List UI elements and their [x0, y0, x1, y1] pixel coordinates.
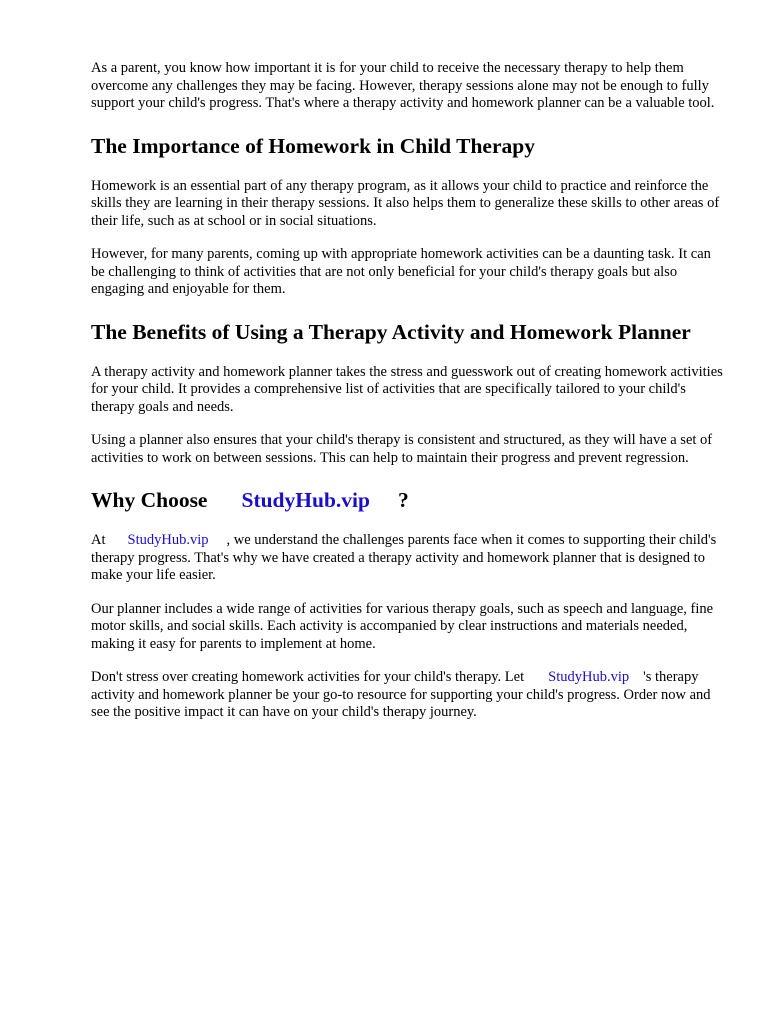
- why-paragraph-3-rest: 's therapy activity and homework planner be your go-to resource for supporting your child's progress. Order now and see the positive impact it can have on your child's therapy journey.: [91, 669, 711, 720]
- paragraph-studyhub-link-2[interactable]: StudyHub.vip: [548, 669, 630, 685]
- benefits-heading: The Benefits of Using a Therapy Activity and Homework Planner: [91, 319, 691, 344]
- intro-paragraph: As a parent, you know how important it is for your child to receive the necessary therapy to help them overcome any challenges they may be facing. However, therapy sessions alone may not be enough to fully support your child's progress. That's where a therapy activity and homework planner can be a valuable tool.: [91, 60, 715, 111]
- why-choose-heading-prefix: Why Choose: [91, 488, 208, 512]
- why-choose-heading: [91, 487, 723, 513]
- why-paragraph-1-rest: , we understand the challenges parents face when it comes to supporting their child's therapy progress. That's why we have created a therapy activity and homework planner that is designed to make your life easier.: [91, 532, 717, 583]
- importance-heading: The Importance of Homework in Child Therapy: [91, 133, 535, 158]
- paragraph-studyhub-link-1[interactable]: StudyHub.vip: [127, 532, 209, 548]
- why-paragraph-1-prefix: At: [91, 532, 106, 548]
- heading-studyhub-link[interactable]: StudyHub.vip: [241, 488, 370, 512]
- why-choose-paragraph-3: [91, 669, 723, 722]
- why-paragraph-3-prefix: Don't stress over creating homework activities for your child's therapy. Let: [91, 669, 525, 685]
- benefits-paragraph-1: A therapy activity and homework planner takes the stress and guesswork out of creating homework activities for your child. It provides a comprehensive list of activities that are specifically tailored to your child's therapy goals and needs.: [91, 363, 723, 415]
- importance-paragraph-2: However, for many parents, coming up with appropriate homework activities can be a daunting task. It can be challenging to think of activities that are not only beneficial for your child's therapy goals but also engaging and enjoyable for them.: [91, 246, 711, 297]
- why-choose-heading-suffix: ?: [397, 488, 409, 512]
- why-choose-paragraph-2: Our planner includes a wide range of activities for various therapy goals, such as speech and language, fine motor skills, and social skills. Each activity is accompanied by clear instructions and materials needed, making it easy for parents to implement at home.: [91, 600, 714, 652]
- document-page: [91, 60, 723, 722]
- benefits-paragraph-2: Using a planner also ensures that your child's therapy is consistent and structured, as they will have a set of activities to work on between sessions. This can help to maintain their progress and prevent regression.: [91, 432, 713, 466]
- why-choose-paragraph-1: [91, 532, 723, 585]
- importance-paragraph-1: Homework is an essential part of any therapy program, as it allows your child to practice and reinforce the skills they are learning in their therapy sessions. It also helps them to generalize these skills to other areas of their life, such as at school or in social situations.: [91, 177, 720, 229]
